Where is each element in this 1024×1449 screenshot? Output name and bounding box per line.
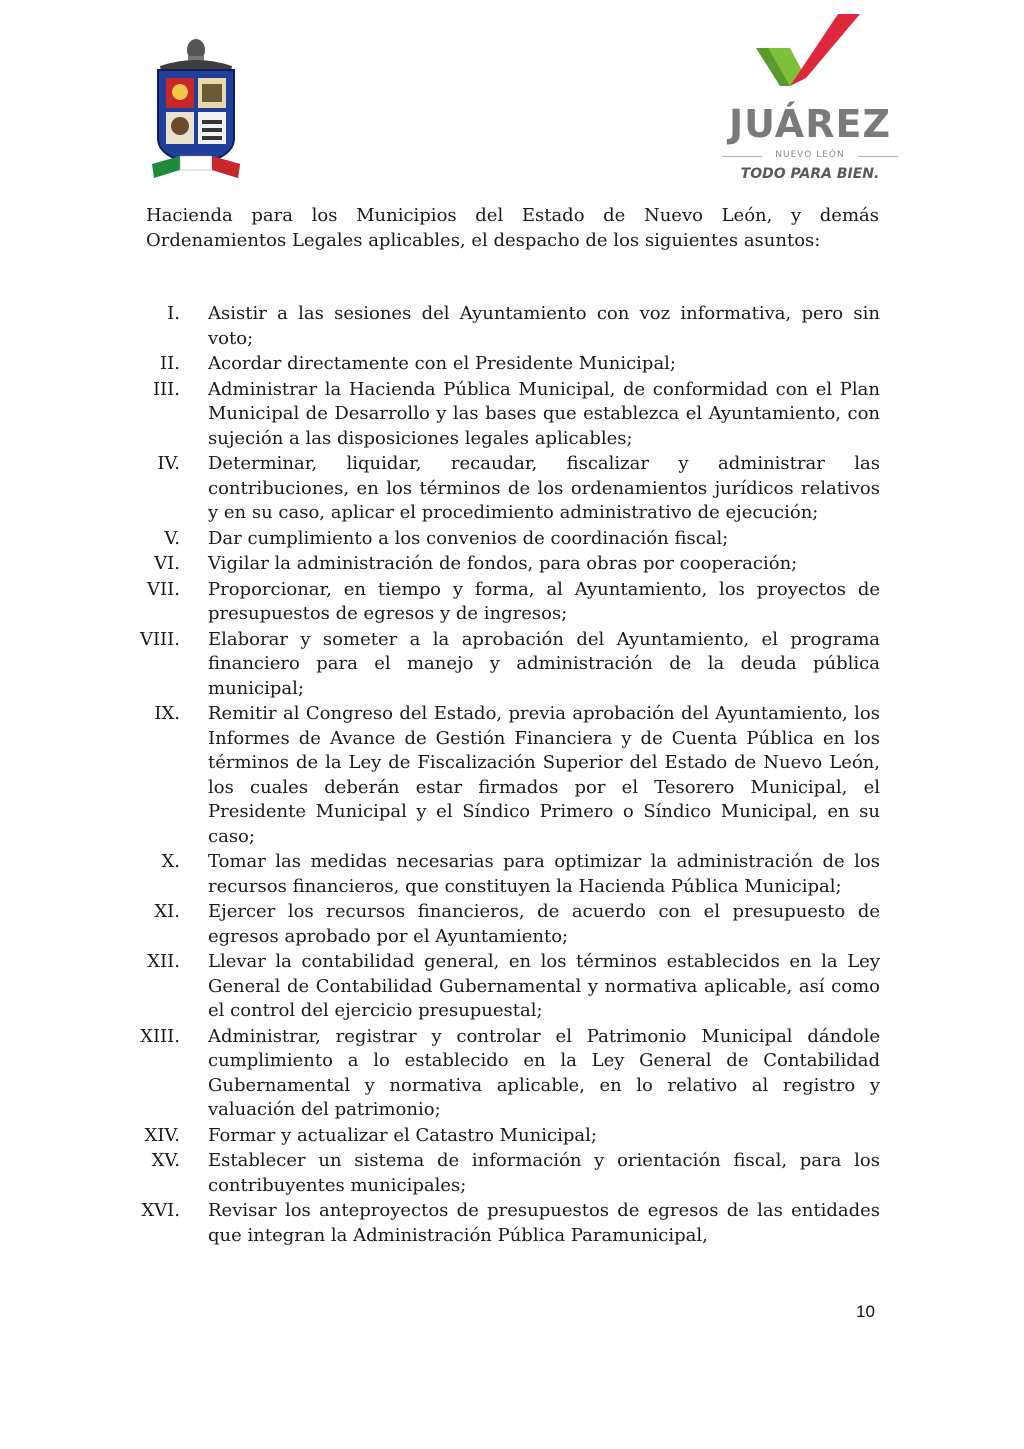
list-item (100, 527, 880, 552)
item-number: II. (160, 353, 180, 374)
list-item (100, 850, 880, 899)
item-number: IV. (157, 453, 180, 474)
brand-logo (720, 14, 900, 182)
list-item (100, 452, 880, 526)
item-text: Administrar la Hacienda Pública Municipal, de conformidad con el Plan Municipal de Desarrollo y las bases que establezca el Ayuntamiento, con sujeción a las disposiciones legales aplicables; (208, 378, 880, 449)
item-number: VI. (154, 553, 180, 574)
item-number: XIII. (140, 1025, 180, 1047)
coat-of-arms-icon (150, 36, 242, 184)
list-item (100, 702, 880, 849)
list-item (100, 1124, 880, 1149)
item-number: VIII. (139, 628, 180, 650)
item-number: X. (161, 851, 180, 872)
list-item (100, 352, 880, 377)
item-text: Revisar los anteproyectos de presupuestos de egresos de las entidades que integran la Administración Pública Paramunicipal, (208, 1200, 880, 1246)
list-item (100, 900, 880, 949)
list-item (100, 950, 880, 1024)
list-item (100, 578, 880, 627)
item-number: XV. (151, 1150, 180, 1171)
item-number: XIV. (144, 1124, 180, 1146)
item-number: IX. (154, 703, 180, 724)
list-item (100, 552, 880, 577)
brand-subtitle: NUEVO LEÓN (775, 150, 845, 160)
check-mark-icon (720, 14, 900, 100)
item-text: Acordar directamente con el Presidente Municipal; (208, 353, 676, 374)
page-number: 10 (856, 1302, 875, 1321)
item-text: Administrar, registrar y controlar el Patrimonio Municipal dándole cumplimiento a lo establecido en la Ley General de Contabilidad Gubernamental y normativa aplicable, en lo relativo al registro y valuación del patrimonio; (208, 1025, 880, 1120)
item-text: Remitir al Congreso del Estado, previa aprobación del Ayuntamiento, los Informes de Avance de Gestión Financiera y de Cuenta Pública en los términos de la Ley de Fiscalización Superior del Estado de Nuevo León, los cuales deberán estar firmados por el Tesorero Municipal, el Presidente Municipal y el Síndico Primero o Síndico Municipal, en su caso; (208, 703, 880, 847)
item-text: Tomar las medidas necesarias para optimizar la administración de los recursos financieros, que constituyen la Hacienda Pública Municipal; (208, 851, 880, 897)
brand-tagline: TODO PARA BIEN. (740, 166, 880, 182)
list-item (100, 378, 880, 452)
item-text: Ejercer los recursos financieros, de acuerdo con el presupuesto de egresos aprobado por el Ayuntamiento; (208, 901, 880, 947)
item-number: XI. (154, 901, 180, 922)
item-text: Asistir a las sesiones del Ayuntamiento con voz informativa, pero sin voto; (208, 303, 880, 349)
duties-list (100, 302, 880, 1249)
brand-name: JUÁREZ (728, 102, 891, 146)
list-item (100, 628, 880, 702)
item-text: Llevar la contabilidad general, en los términos establecidos en la Ley General de Contabilidad Gubernamental y normativa aplicable, así como el control del ejercicio presupuestal; (208, 951, 880, 1021)
item-text: Elaborar y someter a la aprobación del Ayuntamiento, el programa financiero para el manejo y administración de la deuda pública municipal; (208, 628, 880, 699)
item-number: XVI. (141, 1200, 180, 1221)
list-item (100, 1199, 880, 1248)
item-number: XII. (147, 951, 180, 972)
list-item (100, 1025, 880, 1123)
item-text: Proporcionar, en tiempo y forma, al Ayuntamiento, los proyectos de presupuestos de egresos y de ingresos; (208, 578, 880, 624)
item-text: Establecer un sistema de información y orientación fiscal, para los contribuyentes municipales; (208, 1150, 880, 1196)
item-text: Formar y actualizar el Catastro Municipal; (208, 1124, 597, 1146)
item-text: Determinar, liquidar, recaudar, fiscalizar y administrar las contribuciones, en los términos de los ordenamientos jurídicos relativos y en su caso, aplicar el procedimiento administrativo de ejecución; (208, 453, 880, 523)
item-number: VII. (147, 578, 180, 600)
list-item (100, 302, 880, 351)
intro-paragraph: Hacienda para los Municipios del Estado de Nuevo León, y demás Ordenamientos Legales aplicables, el despacho de los siguientes asuntos: (146, 205, 879, 251)
item-number: V. (164, 527, 180, 549)
item-number: III. (152, 378, 180, 400)
item-text: Dar cumplimiento a los convenios de coordinación fiscal; (208, 527, 729, 549)
item-text: Vigilar la administración de fondos, para obras por cooperación; (208, 553, 798, 574)
brand-rule-right (858, 156, 898, 157)
item-number: I. (167, 303, 180, 324)
list-item (100, 1149, 880, 1198)
